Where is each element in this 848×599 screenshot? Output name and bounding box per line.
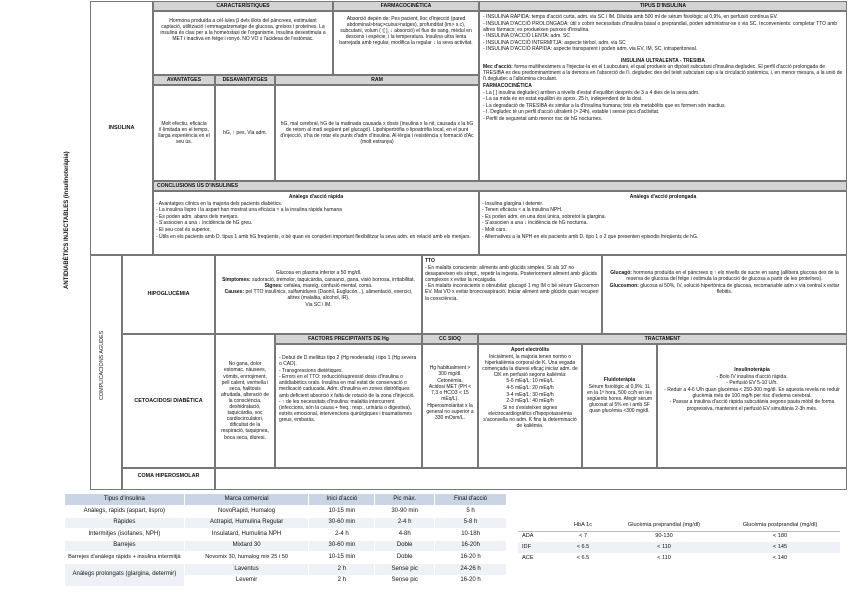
conclusions-left-title: Anàlegs d'acció ràpida [288,194,344,200]
desavantatges-text: hG, ↑ pes, Via adm. [215,85,275,181]
conclusions-right-1: - Insulina glargina i detemir. [482,200,544,207]
table-cell: Barrejes d'anàlegs ràpids + insulina intermitjà [65,552,185,564]
conclusions-left-3: - Es poden adm. abans dels menjars. [156,213,239,220]
table-cell: < 110 [608,542,720,553]
conclusions-right [479,191,847,255]
ins-th-2: Inici d'acció [309,494,375,506]
hipo-simptomes: sudoració, tremolor, taquicàrdia, cansanci, gana, visió borrosa, irritabilitat. [252,276,415,283]
ins-th-0: Tipus d'insulina [65,494,185,506]
tto-header: TTO [425,258,435,264]
table-cell: Intermitjes (isofanes, NPH) [65,529,185,541]
fc-line-1: - La [ ] insulina degludec) arriben a nivells d'estat d'equilibri després de 3 a 4 dies de la seva adm. [483,89,700,96]
table-cell: Anàlegs prolongats (glargina, determir) [65,563,185,586]
hipo-signes: cefalea, mareig, confusió mental, coma. [284,282,373,289]
conclusions-right-6: - Alternatives a la NPH en els pacients amb D. tipo 1 o 2 que presenten episodis freqüents de hG. [482,233,699,240]
hipo-def: Glucosa en plasma inferior a 50 mg/dl. [275,270,362,276]
insulino-cell [657,344,847,468]
fc-line-5: - Perfil de seguretat amb menor risc de hG nocturnes. [483,115,603,122]
insulino-line-3: - Reduir a 4-6 U/h quan glucèmia < 250-300 mg/dl. En aquesta revela no reduir glucèmia més de 100 mg/h per risc d'edema cerebral. [664,386,840,399]
insulino-title: Insulinoteràpia [734,367,770,373]
header-tractament: TRACTAMENT [478,334,847,344]
ultralenta-fc-title: FARMACOCINÈTICA [483,82,532,89]
header-ram: RAM [275,75,479,85]
ultralenta-title: INSULINA ULTRALENTA - TRESIBA [621,57,705,64]
fc-line-4: - I. Degludec té un perfil d'acció ultralent (> 24h), estable i sense pics d'activitat. [483,109,660,116]
insulino-line-4: - Passar a insulina d'acció ràpida subcutània segons pauta mòbil de forma progressiva, mantenint el perfusió EV simultània 2-3h més. [669,399,835,412]
table-cell: ADA [522,533,534,540]
cc-line-1: Hg habitualment > 300 mg/dl. [429,365,471,378]
conclusions-right-title: Anàlegs d'acció prolongada [629,194,697,200]
hipoglucemia-glucagon [602,255,847,334]
cc-line-4: Hiperosmolaritat x la general no superior a 330 mOsm/L. [426,403,474,422]
hba-th-0 [518,520,558,531]
table-cell: Levemir [184,575,309,587]
hipoglucemia-desc [215,255,422,334]
table-row [65,540,507,552]
table-cell: Novomix 30, humalog mix 25 i 50 [184,552,309,564]
hba-th-1: HbA 1c [558,520,608,531]
tipus-line-1: - INSULINA RÀPIDA: temps d'acció curta, adm. via SC i IM. Diluïda amb 500 ml de sèrum fisiològic al 0,9%, en perfusió contínua EV. [483,14,778,20]
factors-line-3: - Errors en el TTO: reducció/supressió dosis d'insulina o antidiabètics orals. Insulina en mal estat de conservació o medicació caducada. Adm. d'insulina en zones distròfiques amb deficient absorció x falta de rotació de la zona d'injecció. [279,374,415,399]
hipo-signes-label: Signes: [264,282,283,289]
table-row [65,506,507,518]
table-cell: 16-20 h [435,575,507,587]
table-row [518,553,840,564]
table-row [518,531,840,542]
farmacocinetica-text: Absorció depèn de: Pes pacient, lloc d'injecció (pared abdominal>braç>cuixa>natges), profunditat (im> s.c), subcutani, volum (↑[ ], ↓ absorció) el flux de sang, mèdul en descens i espècie, i la temperatura. Insulina ultra lenta barrejada amb regular, modifica la regular ↓ la seva activitat. [339,16,473,47]
tipus-line-4: - INSULINA D'ACCIÓ INTERMITJA: aspecte tèrbol, adm. via SC [483,39,626,46]
table-cell: 10-15 min [309,506,375,518]
table-cell: Sense pic [375,575,435,587]
insulina-label: INSULINA [90,1,153,255]
electrolits-scale-2: 4-5 mEq/L: 20 mEq/h [506,385,554,392]
fluid-text: Sèrum fisiològic al 0,9%: 1L en la 1ª hora, 500 cc/h en les següents hores. Afegir sèrum glucosat al 5% en i amb SF quan glucèmia <300 mg/dl. [586,383,653,414]
header-desavantatges: DESAVANTATGES [215,75,275,85]
conclusions-right-5: - Molt cars. [482,226,507,233]
tipus-line-3: - INSULINA D'ACCIÓ LENTA: adm. SC [483,33,570,40]
cetoacidosi-label: CETOACIDOSI DIABÈTICA [122,334,215,468]
conclusions-left [153,191,479,255]
table-cell: < 110 [657,555,671,562]
side-label: ANTIDIABÈTICS INJECTABLES (insulinoteràpia) [64,151,70,289]
table-cell: 2-4 h [309,529,375,541]
tipus-line-2: - INSULINA D'ACCIÓ PROLONGADA: útil x cobrir necessitats d'insulina basal o preprandial, poden administrar-se x via SC. Inconvenients: completar TTO amb altres fàrmacs; es produeixen punxes d'insulina. [483,20,838,33]
glucosmon-text: glucosa al 50%, IV, solució hipertònica de glucosa, recomanable adm x via central x evitar flebitis. [640,282,840,295]
table-cell: 90-130 [655,533,673,540]
table-row [65,563,507,575]
table-cell: 2 h [309,563,375,575]
table-cell: Sense pic [375,563,435,575]
electrolits-scale-1: 5-6 mEq/L: 10 mEq/L [506,378,554,385]
conclusions-left-5: - El seu cost és superior. [156,226,211,233]
farmacocinetica-cell [333,11,479,75]
table-cell: Laventus [184,563,309,575]
ins-th-4: Final d'acció [435,494,507,506]
header-farmacocinetica: FARMACOCINÈTICA [333,1,479,11]
table-cell: < 6.5 [576,555,590,562]
table-cell: ACE [522,555,534,562]
tipus-insulina-cell [479,11,847,181]
table-cell: 5-8 h [435,517,507,529]
cetoacidosi-simptomes: No gana, dolor estomac, nàusees, vòmits, enrrojiment, pell calent, vermella i seca, halitosis afruitada, alteració de la consciència, deshidratació, taquicàrdia, xoc cardiocirculatori, dificultat de la respiració, taquipnea, boca seca, diuresi. [215,334,275,468]
electrolits-title: Aport electròlits [510,347,550,353]
hipo-simptomes-label: Símptomes: [222,276,251,283]
electrolits-text: Inicialment, la majoria tenen normo o hiperkalièmia corporal de K. Una vegada començada la diuresi eficaç iniciar adm. de ClK en perfusió segons kalièmia: [482,353,578,378]
insulin-brands-table [64,493,507,587]
coma-label: COMA HIPEROSMOLAR [122,468,215,490]
glucagon-text: hormona produïda en el pàncrees q ↑ els nivells de sucre en sang (allibera glucosa des de la reserva de glucosa del fetge i estimula la producció de glucosa a partir de les proteïnes). [626,270,839,283]
fc-line-2: - La sa mida és en estat equilibri és aprox. 25 h, independent de la dosi. [483,96,643,103]
table-cell: 10-18h [435,529,507,541]
hba1c-targets-table [518,520,840,564]
hipoglucemia-label: HIPOGLUCÈMIA [122,255,215,334]
cc-line-3: Acidosi MET (PH < 7,3 o HCO3 < 15 mEq/L). [428,384,472,403]
header-avantatges: AVANTATGES [153,75,215,85]
header-caracteristiques: CARACTERÍSTIQUES [153,1,333,11]
conclusions-left-1: - Avantatges clínics en la majoria dels pacients diabètics. [156,200,283,207]
fluid-title: Fluidoteràpia [603,377,636,383]
ultralenta-mec-text: forma multihexàmers a l'injectar-la en el t.subcutani, el qual produeix un dipòsit subcutani d'insulina degludec. El perfil d'acció prolongada de TRESIBA es deu predominantment a la demora en l'absorció de l'i. degludec des del teixit subcutani cap a la circulació sistèmica, i, en menor mesura, a la unió de l'i.degludec a l'albúmina circulant. [483,64,843,83]
glucosmon-label: Glucosmon: [609,282,639,289]
table-cell: 24-26 h [435,563,507,575]
table-cell: 30-90 min [375,506,435,518]
header-tipus-insulina: TIPUS D'INSULINA [479,1,847,11]
table-cell: < 6.5 [558,542,608,553]
hba-th-2: Glucèmia preprandial (mg/dl) [608,520,720,531]
electrolits-scale-3: 3-4 mEq/L: 30 mEq/h [506,391,554,398]
conclusions-right-4: - S'associen a una ↓ incidència de hG nocturna. [482,220,588,227]
hba-th-3: Glucèmia postprandial (mg/dl) [720,520,840,531]
table-row [65,552,507,564]
fluid-cell [582,344,657,468]
tipus-line-5: - INSULINA D'ACCIÓ RÀPIDA: aspecte transparent i poden adm. via EV, IM, SC, intraperitoneal. [483,46,698,53]
insulino-line-2: - Perfusió EV 5-10 U/h. [726,380,778,387]
table-cell: 2 h [309,575,375,587]
electrolits-cell [478,344,582,468]
hipo-causes-label: Causes: [224,289,245,296]
table-cell: < 145 [720,542,840,553]
table-cell: < 7 [579,533,587,540]
header-conclusions: CONCLUSIONS ÚS D'INSULINES [153,181,847,191]
conclusions-left-2: - La insulina lispro i la aspart han mostrat una eficàcia ≈ a la insulina ràpida humana [156,207,342,214]
ram-text: hG, mal cerebral, hG de la matinada causada x dosis (insulina x la nit, causada x la hG de retorn al matí següent pel glucagó). Lipohipertròfia o lipoatròfia local, en el punt d'injecció, s'ha de rotar els punts d'adm d'insulina. Al·lèrgia i resistència x formació d'Ac (molt estranya) [275,85,479,181]
table-cell: Anàlegs, ràpids (aspart, lispro) [65,506,185,518]
table-cell: IDF [518,542,558,553]
table-row [65,529,507,541]
complicacions-label: COMPLICACIONS AGUDES [99,330,105,400]
insulino-line-1: - Bolo IV insulina d'acció ràpida. [716,373,788,380]
table-cell: 10-15 min [309,552,375,564]
avantatges-text: Molt efectiu, eficàcia il·limitada en el temps, llarga experiència en el seu ús. [153,85,215,181]
factors-cell [275,344,422,468]
tto-line-1: - En malalts conscients: aliments amb glúcids simples. Si als 10' no desapareixen els símpt., repetir la ingesta. Posteriorment aliment amb glúcids complexos x evitar la recaiguda. [425,264,598,283]
ins-th-3: Pic màx. [375,494,435,506]
caracteristiques-text: Hormona produïda a cèl·lules β dels illots del pàncrees, estimulant captació, utilització i emmagatzematge de glucosa, greixos i proteïnes. La insulina és clau per a la homeòstasi de l'organisme. Insulina desestimula a MET i inactiva en fetge i ronyó. NO VO x l'acidesa de l'estómac. [153,11,333,75]
conclusions-right-3: - Es poden adm. en una dosi única, sobretot la glargina. [482,213,606,220]
conclusions-left-4: - S'associen a una ↓ incidència de hG greu. [156,220,253,227]
table-row [65,517,507,529]
conclusions-right-2: - Tenen eficàcia ≈ a la insulina NPH. [482,207,563,214]
table-cell: 16-20h [435,540,507,552]
glucagon-label: Glucagó: [610,270,632,276]
factors-line-2: - Transgressions dietètiques. [279,367,343,374]
tto-line-2: - En malalts inconscients o obnubilat: glucagó 1 mg IM o bé sèrum Glucosmon EV. Mai VO x evitar broncoaspiració. Iniciar aliment amb glúcids quan recuperi la consciència. [425,283,599,302]
hipo-causes: pel TTO insulínics, sulfamidures (Daonil, Euglucón...), alimentació, exercici, altres (malaltia, alcohol, IR). [245,289,413,302]
fc-line-3: - La degradació de TRESIBA és similar a la d'insulina humana; tots els metabòlits que es formen són inactius. [483,102,726,109]
electrolits-scale-4: 2-3 mEq/L: 40 mEq/h [506,398,554,405]
table-cell: Actrapid, Humulina Regular [184,517,309,529]
ultralenta-mec-label: Mec d'acció: [483,64,513,71]
hipoglucemia-tto [422,255,602,334]
table-cell: 2-4 h [375,517,435,529]
table-row [518,542,840,553]
table-cell: 5 h [435,506,507,518]
cc-sioq-cell [422,344,478,468]
factors-line-4: - ↑ de les necessitats d'insulina: malaltia intercurrent (infeccions, són la causa + freq.: resp., urinària o digestiva), estrès emocional, intervencions quirúrgiques i traumatismes greus, embaràs. [279,399,412,424]
header-cc-sioq: CC SIOQ [422,334,478,344]
electrolits-tail: Si no s'existeixen signes electrocardiogràfics d'hipopotassèmia s'aconsella no adm. K fins la determinació de kalièmia. [483,404,577,430]
table-cell: Doble [375,552,435,564]
conclusions-left-6: - Útils en els pacients amb D. tipus 1 amb hG freqüents, o bé quan es consideri important flexibilitzar la seva adm. en relació amb els menjars. [156,233,471,240]
table-cell: Doble [375,540,435,552]
header-factors: FACTORS PRECIPITANTS DE Hg [275,334,422,344]
coma-empty [215,468,847,490]
table-cell: Barrejes [65,540,185,552]
factors-line-1: - Debut de D.mellitus tipo 2 (Hg moderada) i tipo 1 (Hg severa o CAD). [279,355,417,368]
table-cell: < 180 [772,533,788,540]
cc-line-2: Cetonèmia. [437,377,463,384]
table-cell: Mixtard 30 [184,540,309,552]
table-cell: Insulatard, Humulina NPH [184,529,309,541]
table-cell: 30-60 min [309,517,375,529]
table-cell: 30-60 min [309,540,375,552]
table-cell: 4-8h [375,529,435,541]
table-cell: Ràpides [65,517,185,529]
ins-th-1: Marca comercial [184,494,309,506]
table-cell: < 140 [772,555,788,562]
table-cell: 16-20 h [435,552,507,564]
table-cell: NovoRapid, Humalog [184,506,309,518]
hipo-via: Via SC i IM. [305,301,332,308]
